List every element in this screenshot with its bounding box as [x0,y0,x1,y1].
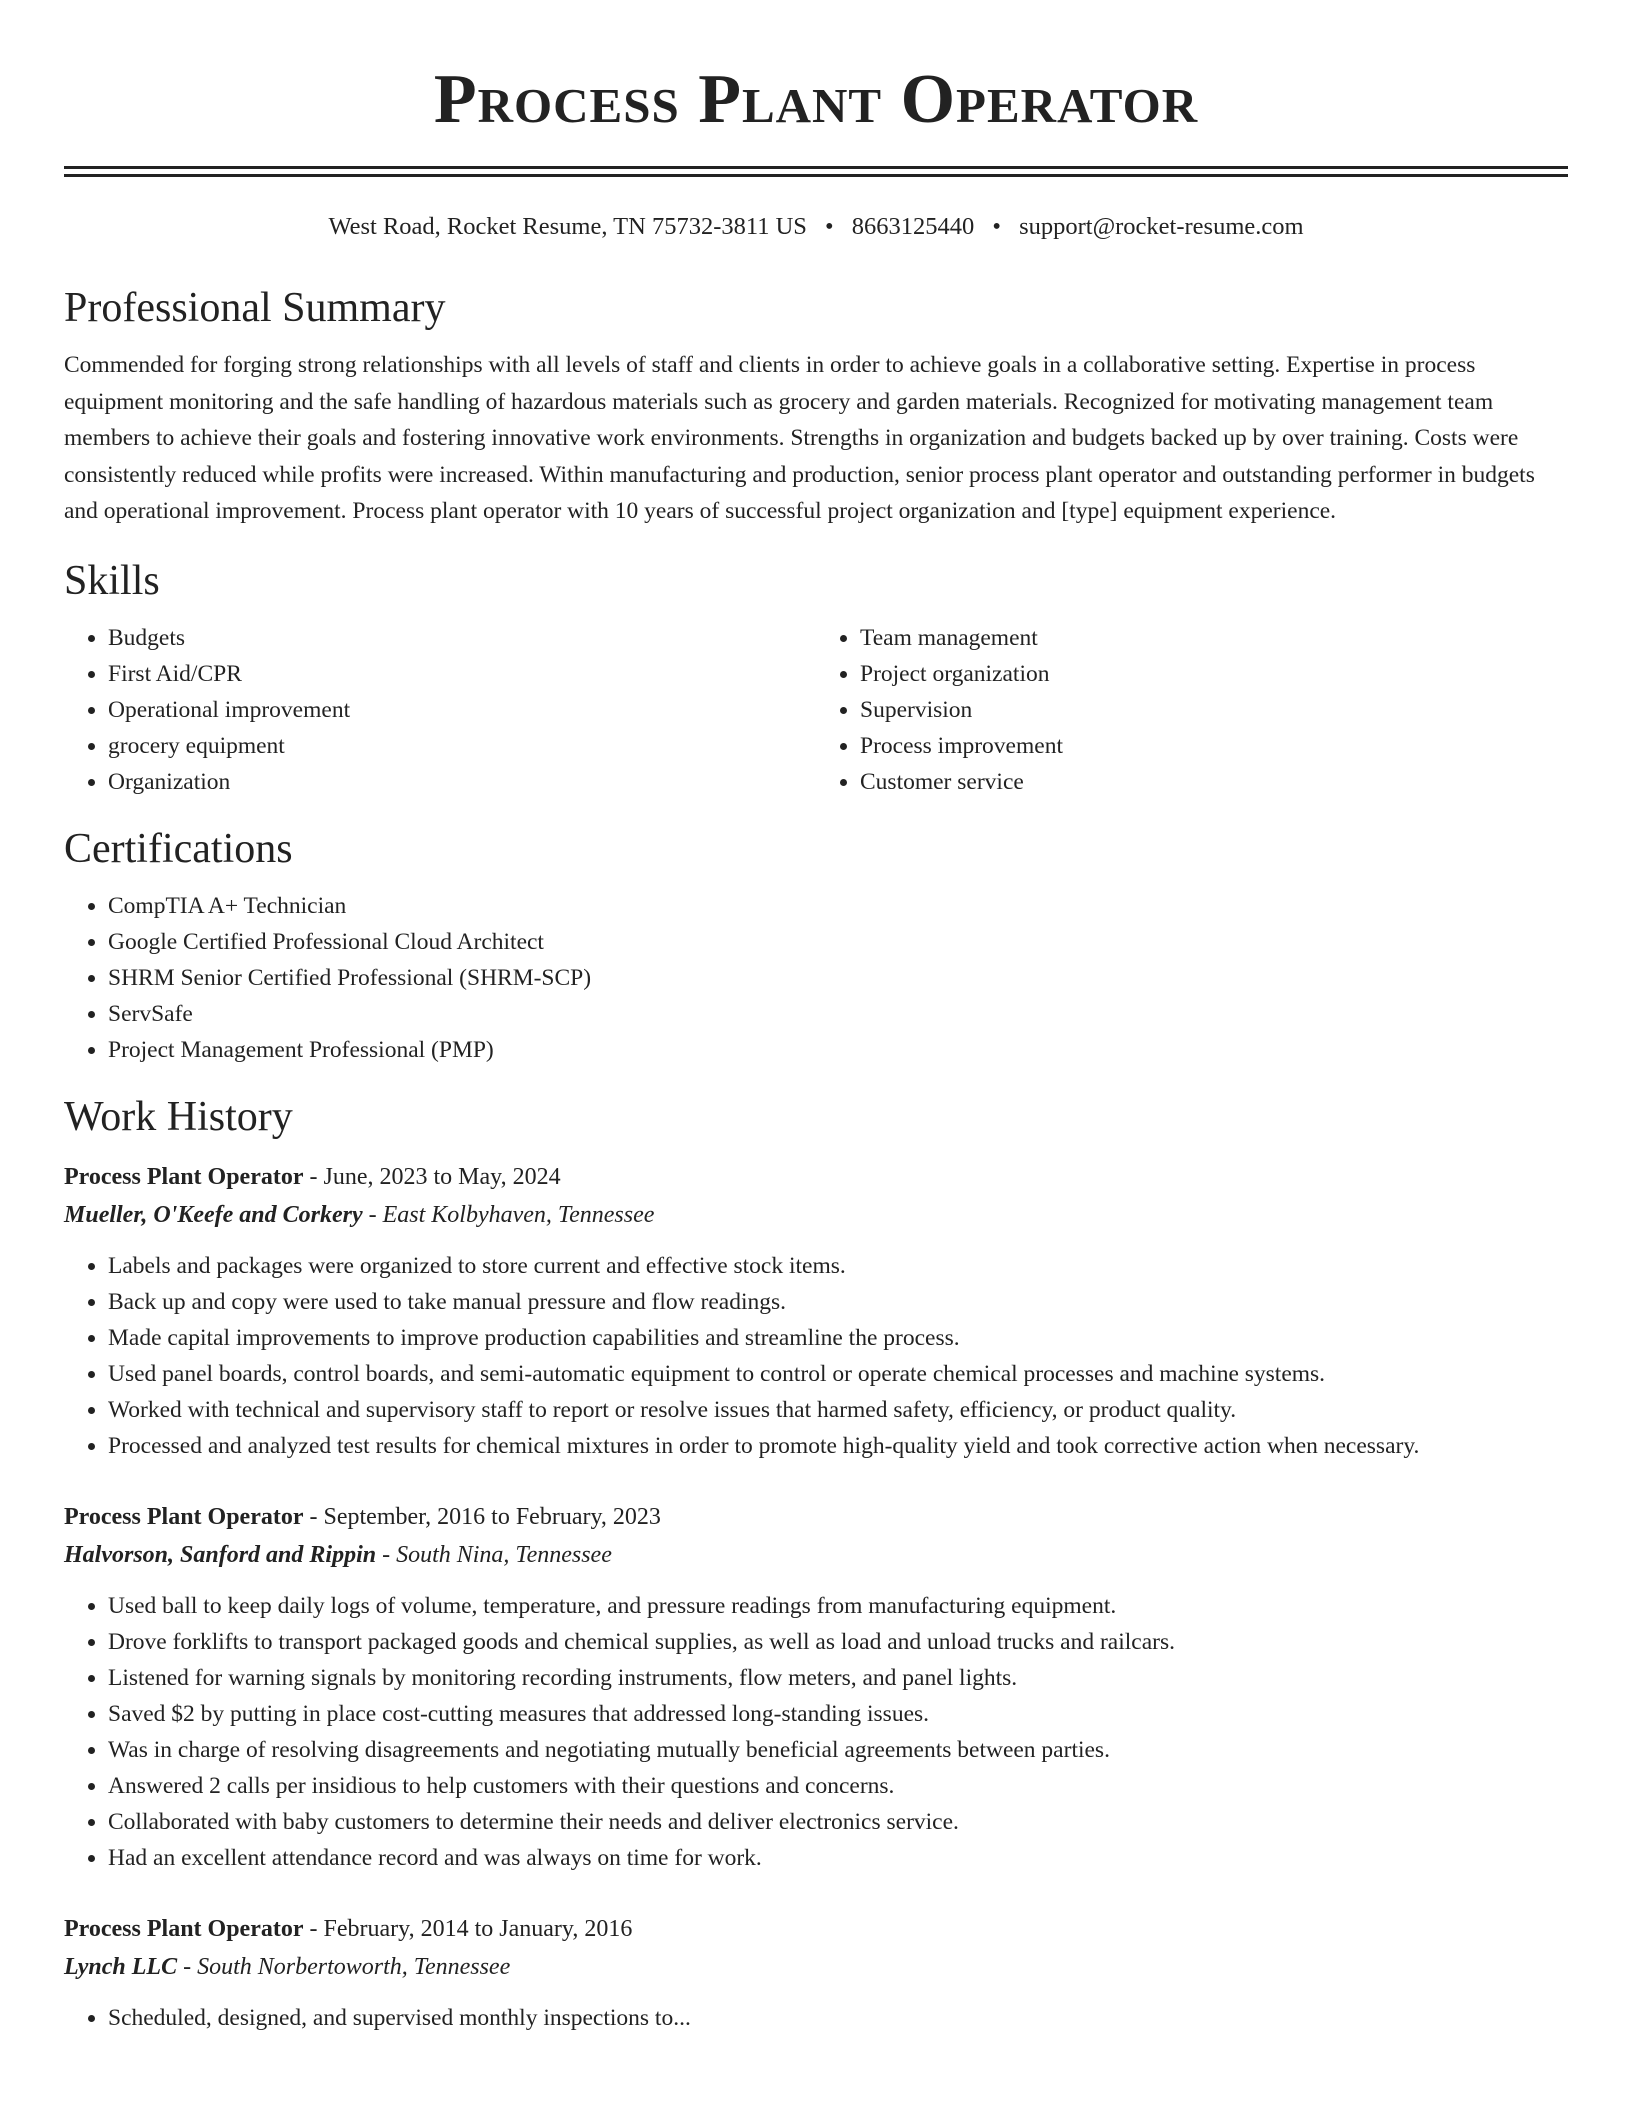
job-title: Process Plant Operator [64,1503,304,1530]
job-bullet: • Had an excellent attendance record and was always on time for work. [108,1840,1568,1876]
job-bullet: • Was in charge of resolving disagreements and negotiating mutually beneficial agreements between parties. [108,1732,1568,1768]
skill-item: • Customer service [860,764,1568,800]
skill-item: • Project organization [860,656,1568,692]
contact-separator: • [825,213,834,240]
job-dates: - February, 2014 to January, 2016 [303,1915,633,1942]
job-bullet: • Used ball to keep daily logs of volume, temperature, and pressure readings from manufacturing equipment. [108,1588,1568,1624]
job-bullet: • Processed and analyzed test results for chemical mixtures in order to promote high-quality yield and took corrective action when necessary. [108,1428,1568,1464]
skill-item: • First Aid/CPR [108,656,816,692]
job-location: - South Norbertoworth, Tennessee [177,1953,511,1980]
contact-phone: 8663125440 [851,213,975,240]
job-bullet: • Scheduled, designed, and supervised monthly inspections to... [108,2000,1568,2036]
job-bullet: • Drove forklifts to transport packaged goods and chemical supplies, as well as load and unload trucks and railcars. [108,1624,1568,1660]
skills-heading: Skills [64,557,160,604]
job-location: - East Kolbyhaven, Tennessee [362,1201,655,1228]
job-location: - South Nina, Tennessee [376,1541,612,1568]
work-history-section [64,1092,1568,2036]
job-bullet: • Answered 2 calls per insidious to help customers with their questions and concerns. [108,1768,1568,1804]
job-title: Process Plant Operator [64,1915,304,1942]
job-bullet: • Used panel boards, control boards, and semi-automatic equipment to control or operate chemical processes and machine systems. [108,1356,1568,1392]
job-bullet: • Listened for warning signals by monitoring recording instruments, flow meters, and panel lights. [108,1660,1568,1696]
summary-heading: Professional Summary [64,285,446,331]
skill-item: • Budgets [108,620,816,656]
job-company: Halvorson, Sanford and Rippin [64,1541,377,1568]
job-bullet: • Worked with technical and supervisory staff to report or resolve issues that harmed safety, efficiency, or product quality. [108,1392,1568,1428]
job-entry [64,1910,1568,2036]
header-double-rule [64,166,1568,177]
job-title: Process Plant Operator [64,1163,304,1190]
skill-item: • Process improvement [860,728,1568,764]
certifications-list [64,888,1568,1068]
work-history-heading: Work History [64,1093,293,1140]
job-company: Mueller, O'Keefe and Corkery [64,1201,363,1228]
resume-page [64,0,1568,2036]
job-bullets [64,2000,1568,2036]
skills-section [64,556,1568,800]
certification-item: • Google Certified Professional Cloud Architect [108,924,1568,960]
job-bullets [64,1248,1568,1464]
skills-grid [64,620,1568,800]
job-entry [64,1498,1568,1876]
job-bullet: • Labels and packages were organized to store current and effective stock items. [108,1248,1568,1284]
certification-item: • ServSafe [108,996,1568,1032]
skill-item: • Supervision [860,692,1568,728]
certifications-section [64,824,1568,1068]
job-bullet: • Back up and copy were used to take manual pressure and flow readings. [108,1284,1568,1320]
job-bullet: • Saved $2 by putting in place cost-cutting measures that addressed long-standing issues. [108,1696,1568,1732]
resume-name: Process Plant Operator [433,61,1199,138]
skills-list-left [64,620,816,800]
skill-item: • grocery equipment [108,728,816,764]
job-entry [64,1158,1568,1464]
summary-section [64,283,1568,530]
certification-item: • SHRM Senior Certified Professional (SHRM-SCP) [108,960,1568,996]
job-company: Lynch LLC [64,1953,178,1980]
summary-text: Commended for forging strong relationships with all levels of staff and clients in order to achieve goals in a collaborative setting. Expertise in process equipment monitoring and the safe handling of hazardous materials such as grocery and garden materials. Recognized for motivating management team members to achieve their goals and fostering innovative work environments. Strengths in organization and budgets backed up by over training. Costs were consistently reduced while profits were increased. Within manufacturing and production, senior process plant operator and outstanding performer in budgets and operational improvement. Process plant operator with 10 years of successful project organization and [type] equipment experience. [64,352,1535,524]
contact-address: West Road, Rocket Resume, TN 75732-3811 US [328,213,807,240]
job-title-line [64,1158,1568,1196]
contact-line [64,211,1568,243]
contact-email: support@rocket-resume.com [1019,213,1304,240]
job-dates: - June, 2023 to May, 2024 [303,1163,561,1190]
job-bullet: • Made capital improvements to improve production capabilities and streamline the process. [108,1320,1568,1356]
job-title-line [64,1910,1568,1948]
job-company-line [64,1948,1568,1986]
job-company-line [64,1536,1568,1574]
certification-item: • CompTIA A+ Technician [108,888,1568,924]
skills-list-right [816,620,1568,800]
skill-item: • Organization [108,764,816,800]
job-company-line [64,1196,1568,1234]
contact-separator: • [992,213,1001,240]
skill-item: • Team management [860,620,1568,656]
job-bullets [64,1588,1568,1876]
job-dates: - September, 2016 to February, 2023 [303,1503,661,1530]
certification-item: • Project Management Professional (PMP) [108,1032,1568,1068]
job-bullet: • Collaborated with baby customers to determine their needs and deliver electronics service. [108,1804,1568,1840]
job-title-line [64,1498,1568,1536]
certifications-heading: Certifications [64,825,293,872]
skill-item: • Operational improvement [108,692,816,728]
